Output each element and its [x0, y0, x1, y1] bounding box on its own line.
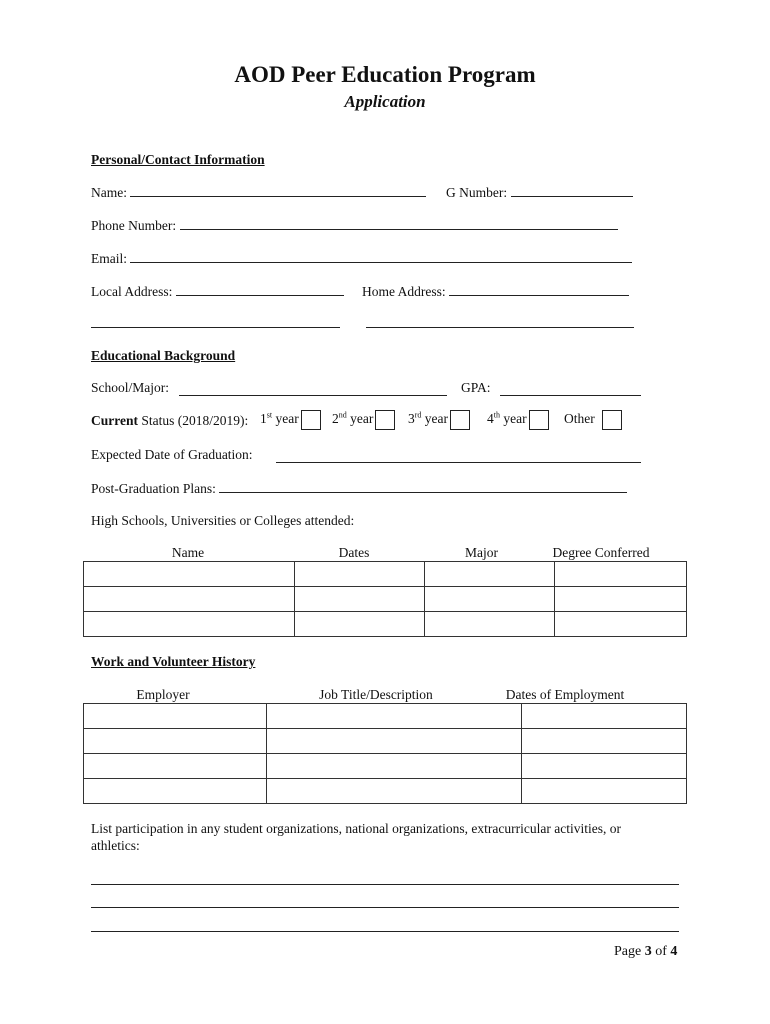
work-col-job-title: Job Title/Description [319, 687, 433, 702]
graduation-field[interactable] [276, 462, 641, 463]
post-grad-row [91, 480, 627, 497]
table-row [84, 587, 687, 612]
table-cell[interactable] [294, 612, 425, 637]
activities-line-3[interactable] [91, 931, 679, 932]
section-work-title: Work and Volunteer History [91, 654, 256, 669]
gpa-row [461, 380, 491, 396]
table-cell[interactable] [521, 704, 686, 729]
table-row [84, 779, 687, 804]
status-label-bold: Current [91, 413, 138, 428]
table-cell[interactable] [521, 779, 686, 804]
status-label-rest: Status (2018/2019): [141, 413, 249, 428]
page-title: AOD Peer Education Program [234, 62, 536, 87]
edu-col-dates: Dates [338, 545, 370, 560]
gpa-label: GPA: [461, 380, 491, 395]
status-option-other: Other [564, 410, 622, 430]
local-address-line-2[interactable] [91, 327, 340, 328]
phone-row [91, 217, 618, 234]
table-cell[interactable] [555, 612, 687, 637]
local-address-label: Local Address: [91, 284, 173, 299]
graduation-label: Expected Date of Graduation: [91, 447, 253, 462]
status-option-2: 2nd year [332, 410, 395, 430]
email-row [91, 250, 632, 267]
post-grad-label: Post-Graduation Plans: [91, 481, 216, 496]
table-row [84, 704, 687, 729]
name-field[interactable] [130, 184, 426, 197]
table-cell[interactable] [84, 754, 267, 779]
table-cell[interactable] [84, 562, 295, 587]
activities-line-2[interactable] [91, 907, 679, 908]
schools-attended-label: High Schools, Universities or Colleges attended: [91, 513, 355, 528]
activities-line-1[interactable] [91, 884, 679, 885]
table-cell[interactable] [267, 754, 521, 779]
work-col-employer: Employer [136, 687, 190, 702]
status-option-4: 4th year [487, 410, 549, 430]
status-checkbox-2nd-year[interactable] [375, 410, 395, 430]
table-cell[interactable] [84, 612, 295, 637]
table-cell[interactable] [84, 704, 267, 729]
phone-field[interactable] [180, 217, 618, 230]
table-row [84, 562, 687, 587]
table-row [84, 754, 687, 779]
activities-prompt-line-2: athletics: [91, 838, 140, 853]
table-cell[interactable] [267, 779, 521, 804]
table-cell[interactable] [555, 587, 687, 612]
school-row [91, 380, 169, 396]
school-field[interactable] [179, 395, 447, 396]
table-row [84, 612, 687, 637]
status-label [91, 413, 248, 429]
home-address-label: Home Address: [362, 284, 446, 299]
status-checkbox-1st-year[interactable] [301, 410, 321, 430]
work-table [83, 703, 687, 804]
gnumber-field[interactable] [511, 184, 633, 197]
table-cell[interactable] [294, 562, 425, 587]
phone-label: Phone Number: [91, 218, 177, 233]
local-address-row [91, 283, 344, 300]
status-option-3: 3rd year [408, 410, 470, 430]
table-cell[interactable] [84, 587, 295, 612]
gnumber-label: G Number: [446, 185, 508, 200]
gnumber-row [446, 184, 633, 201]
edu-col-name: Name [171, 545, 205, 560]
post-grad-field[interactable] [219, 480, 627, 493]
section-education-title: Educational Background [91, 348, 236, 363]
email-label: Email: [91, 251, 127, 266]
status-option-1: 1st year [260, 410, 321, 430]
email-field[interactable] [130, 250, 632, 263]
table-cell[interactable] [425, 562, 555, 587]
work-col-dates: Dates of Employment [505, 687, 625, 702]
name-label: Name: [91, 185, 127, 200]
local-address-field[interactable] [176, 283, 344, 296]
section-personal-title: Personal/Contact Information [91, 152, 265, 167]
edu-col-major: Major [465, 545, 498, 560]
home-address-line-2[interactable] [366, 327, 634, 328]
table-cell[interactable] [267, 729, 521, 754]
status-checkbox-4th-year[interactable] [529, 410, 549, 430]
table-cell[interactable] [294, 587, 425, 612]
page-subtitle: Application [344, 92, 426, 111]
status-checkbox-3rd-year[interactable] [450, 410, 470, 430]
table-row [84, 729, 687, 754]
education-table [83, 561, 687, 637]
table-cell[interactable] [521, 729, 686, 754]
table-cell[interactable] [267, 704, 521, 729]
home-address-row [362, 283, 629, 300]
table-cell[interactable] [84, 729, 267, 754]
school-label: School/Major: [91, 380, 169, 395]
home-address-field[interactable] [449, 283, 629, 296]
name-row [91, 184, 426, 201]
graduation-row [91, 447, 253, 463]
table-cell[interactable] [425, 612, 555, 637]
gpa-field[interactable] [500, 395, 641, 396]
table-cell[interactable] [555, 562, 687, 587]
activities-prompt-line-1: List participation in any student organizations, national organizations, extracurricular activities, or [91, 821, 621, 836]
table-cell[interactable] [84, 779, 267, 804]
page-number: Page 3 of 4 [614, 944, 678, 959]
table-cell[interactable] [425, 587, 555, 612]
table-cell[interactable] [521, 754, 686, 779]
status-checkbox-other[interactable] [602, 410, 622, 430]
edu-col-degree: Degree Conferred [552, 545, 650, 560]
